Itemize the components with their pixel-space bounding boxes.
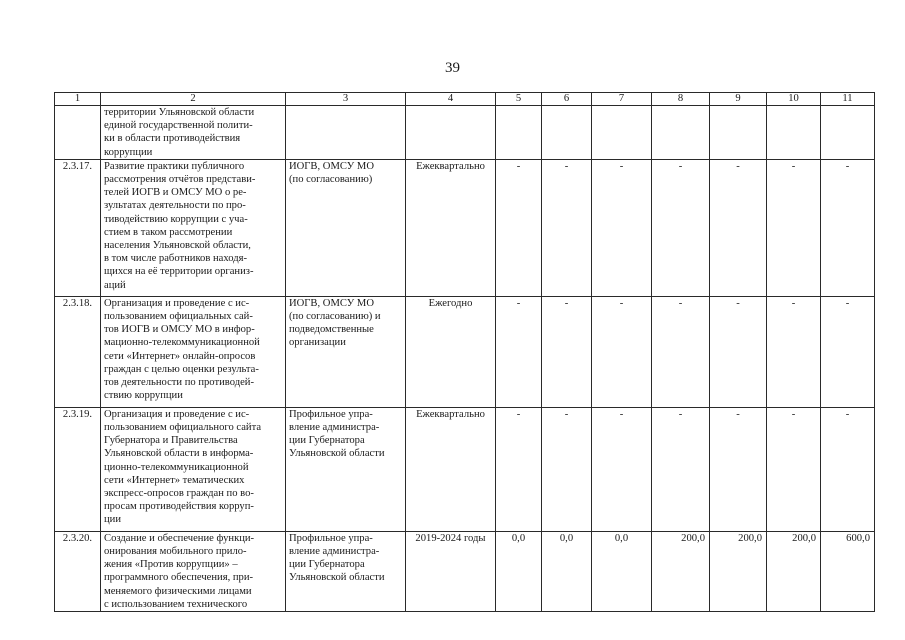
text-line: (по согласованию) и: [289, 311, 381, 323]
header-row: [55, 93, 875, 106]
executor-cell: [286, 106, 406, 160]
text-line: вление администра-: [289, 546, 380, 558]
table-row: [55, 407, 875, 531]
text-line: организации: [289, 337, 346, 349]
text-line: тов ИОГВ и ОМСУ МО в инфор-: [104, 324, 255, 336]
row-number: 2.3.19.: [55, 407, 101, 531]
text-line: программного обеспечения, при-: [104, 572, 254, 584]
value-cell: -: [496, 159, 542, 296]
executor-cell: [286, 407, 406, 531]
column-header: 2: [101, 93, 286, 106]
column-header: 5: [496, 93, 542, 106]
table-row: [55, 159, 875, 296]
value-cell: -: [767, 159, 821, 296]
value-cell: [592, 106, 652, 160]
term-cell: 2019-2024 годы: [406, 531, 496, 611]
text-line: в том числе работников находя-: [104, 253, 248, 265]
value-cell: -: [767, 296, 821, 407]
value-cell: -: [496, 296, 542, 407]
column-header: 6: [542, 93, 592, 106]
value-cell: [542, 106, 592, 160]
text-line: территории Ульяновской области: [104, 107, 255, 118]
text-line: Профильное упра-: [289, 532, 373, 544]
text-line: телей ИОГВ и ОМСУ МО о ре-: [104, 187, 247, 199]
value-cell: -: [710, 407, 767, 531]
text-line: ИОГВ, ОМСУ МО: [289, 297, 375, 309]
value-cell: -: [710, 296, 767, 407]
value-cell: -: [652, 407, 710, 531]
text-line: населения Ульяновской области,: [104, 240, 251, 252]
value-cell: -: [542, 407, 592, 531]
executor-cell: [286, 159, 406, 296]
measure-description: [101, 159, 286, 296]
term-cell: Ежегодно: [406, 296, 496, 407]
text-line: Губернатора и Правительства: [104, 435, 238, 447]
text-line: аций: [104, 279, 126, 291]
text-line: граждан с целью оценки результа-: [104, 363, 259, 375]
value-cell: -: [542, 296, 592, 407]
executor-cell: [286, 296, 406, 407]
row-number: 2.3.18.: [55, 296, 101, 407]
text-line: ции Губернатора: [289, 559, 365, 571]
measure-description: [101, 531, 286, 611]
text-line: Развитие практики публичного: [104, 160, 245, 172]
text-line: ции Губернатора: [289, 435, 365, 447]
measure-description: [101, 407, 286, 531]
text-line: Организация и проведение с ис-: [104, 408, 250, 420]
text-line: стием в таком рассмотрении: [104, 226, 233, 238]
text-line: Ульяновской области: [289, 448, 385, 460]
table-row: [55, 531, 875, 611]
text-line: Профильное упра-: [289, 408, 373, 420]
value-cell: -: [592, 296, 652, 407]
column-header: 8: [652, 93, 710, 106]
measure-description: [101, 106, 286, 160]
text-line: сети «Интернет» тематических: [104, 474, 245, 486]
column-header: 4: [406, 93, 496, 106]
column-header: 3: [286, 93, 406, 106]
value-cell: -: [767, 407, 821, 531]
text-line: Ульяновской области в информа-: [104, 448, 254, 460]
text-line: щихся на её территории организ-: [104, 266, 254, 278]
text-line: мационно-телекоммуникационной: [104, 337, 260, 349]
text-line: ционно-телекоммуникационной: [104, 461, 249, 473]
text-line: рассмотрения отчётов представи-: [104, 174, 256, 186]
value-cell: [652, 106, 710, 160]
text-line: сети «Интернет» онлайн-опросов: [104, 350, 256, 362]
text-line: онирования мобильного прило-: [104, 546, 247, 558]
text-line: тов деятельности по противодей-: [104, 377, 254, 389]
page-number: 39: [445, 60, 460, 76]
text-line: ки в области противодействия: [104, 133, 241, 145]
text-line: тиводействию коррупции с уча-: [104, 213, 248, 225]
column-header: 9: [710, 93, 767, 106]
value-cell: 200,0: [652, 531, 710, 611]
measures-table: [54, 92, 875, 612]
text-line: просам противодействия корруп-: [104, 501, 254, 513]
value-cell: 600,0: [821, 531, 875, 611]
value-cell: -: [652, 296, 710, 407]
text-line: жения «Против коррупции» –: [104, 559, 238, 571]
text-line: Организация и проведение с ис-: [104, 297, 250, 309]
text-line: (по согласованию): [289, 174, 373, 186]
executor-cell: [286, 531, 406, 611]
row-number: 2.3.17.: [55, 159, 101, 296]
value-cell: -: [592, 407, 652, 531]
text-line: ИОГВ, ОМСУ МО: [289, 160, 375, 172]
text-line: подведомственные: [289, 324, 374, 336]
text-line: Ульяновской области: [289, 572, 385, 584]
term-cell: [406, 106, 496, 160]
text-line: пользованием официальных сай-: [104, 311, 253, 323]
value-cell: 0,0: [496, 531, 542, 611]
text-line: единой государственной полити-: [104, 120, 253, 132]
value-cell: -: [821, 159, 875, 296]
value-cell: -: [496, 407, 542, 531]
value-cell: [710, 106, 767, 160]
row-number: 2.3.20.: [55, 531, 101, 611]
table-row: [55, 296, 875, 407]
text-line: коррупции: [104, 146, 153, 158]
value-cell: [821, 106, 875, 160]
value-cell: -: [821, 407, 875, 531]
column-header: 1: [55, 93, 101, 106]
measure-description: [101, 296, 286, 407]
term-cell: Ежеквартально: [406, 407, 496, 531]
text-line: вление администра-: [289, 422, 380, 434]
text-line: ствию коррупции: [104, 390, 183, 402]
text-line: Создание и обеспечение функци-: [104, 532, 255, 544]
text-line: пользованием официального сайта: [104, 422, 262, 434]
value-cell: 0,0: [592, 531, 652, 611]
table-row: [55, 106, 875, 160]
text-line: с использованием технического: [104, 598, 248, 610]
text-line: экспресс-опросов граждан по во-: [104, 488, 254, 500]
value-cell: -: [652, 159, 710, 296]
term-cell: Ежеквартально: [406, 159, 496, 296]
value-cell: 0,0: [542, 531, 592, 611]
value-cell: 200,0: [710, 531, 767, 611]
value-cell: 200,0: [767, 531, 821, 611]
value-cell: -: [542, 159, 592, 296]
row-number: [55, 106, 101, 160]
column-header: 11: [821, 93, 875, 106]
text-line: ции: [104, 514, 122, 526]
value-cell: -: [821, 296, 875, 407]
column-header: 7: [592, 93, 652, 106]
column-header: 10: [767, 93, 821, 106]
value-cell: -: [592, 159, 652, 296]
value-cell: [496, 106, 542, 160]
value-cell: [767, 106, 821, 160]
text-line: зультатах деятельности по про-: [104, 200, 246, 212]
text-line: меняемого физическими лицами: [104, 585, 252, 597]
value-cell: -: [710, 159, 767, 296]
